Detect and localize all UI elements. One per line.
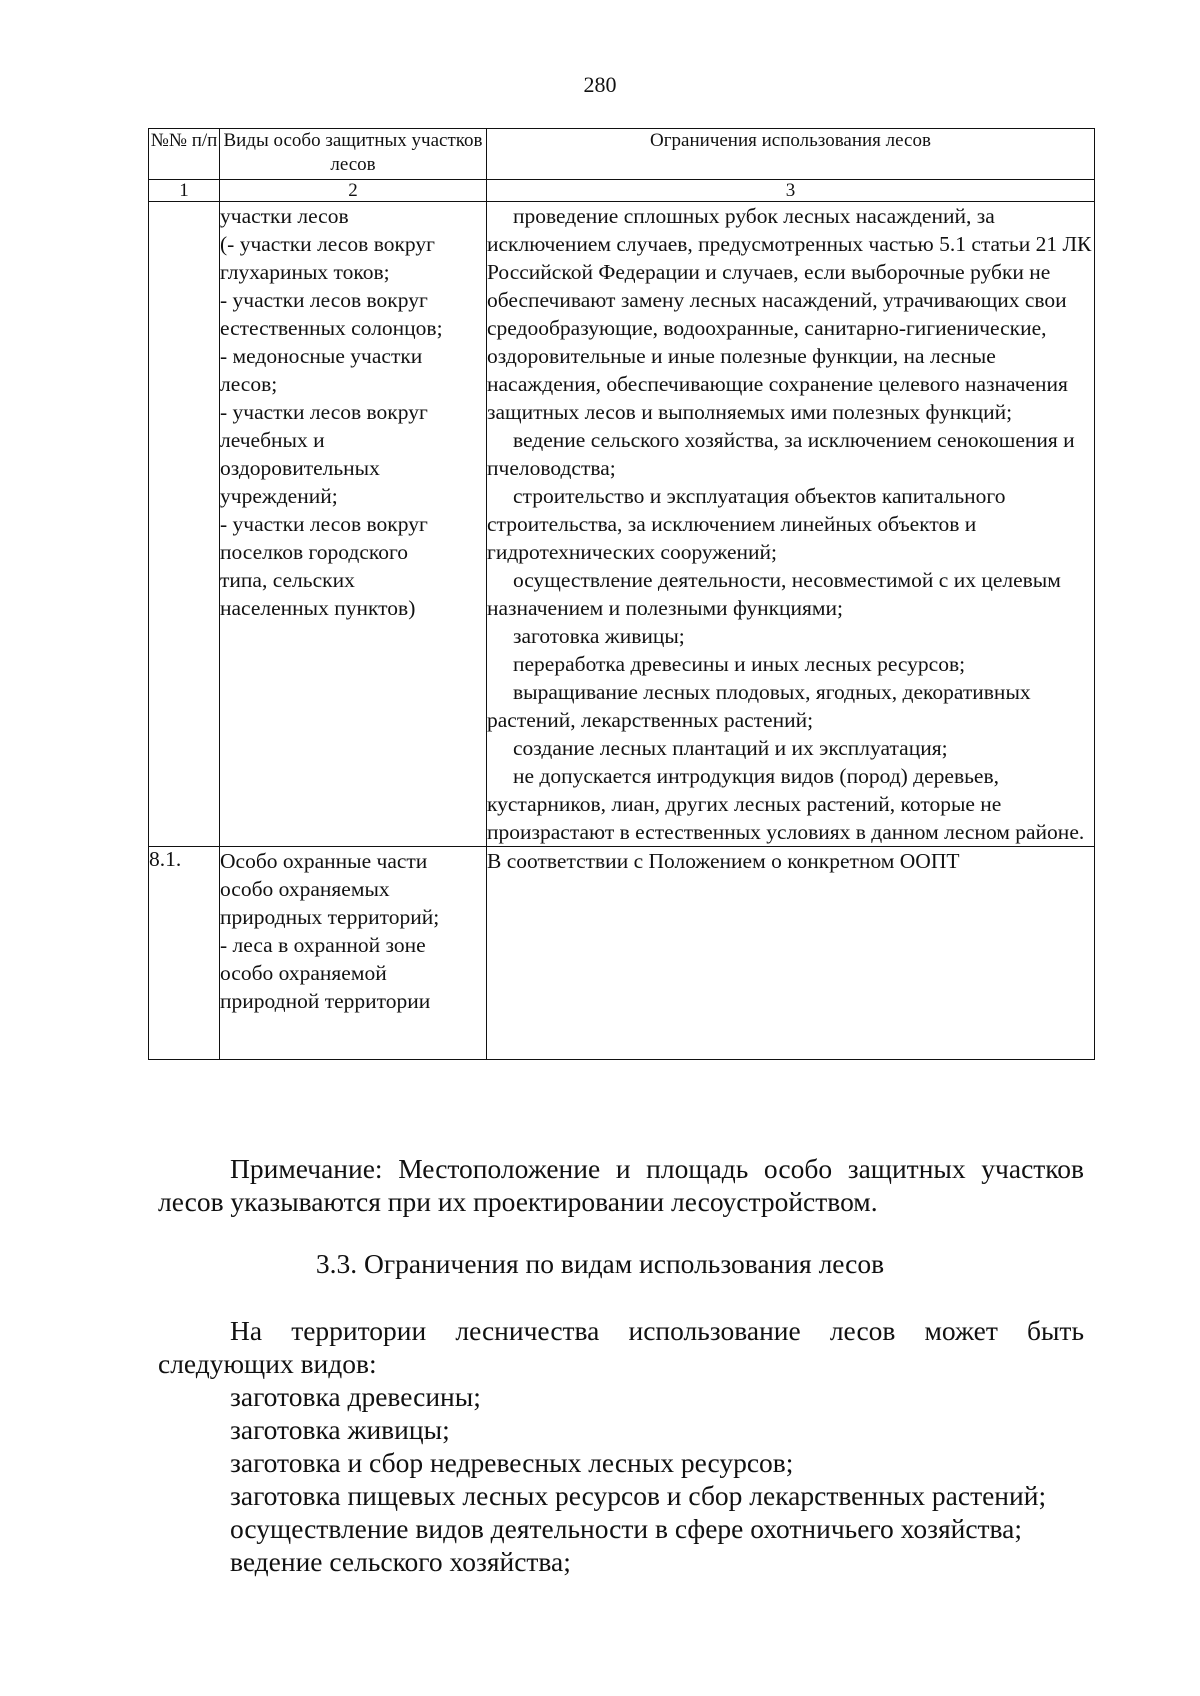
area-type-line: типа, сельских [220, 568, 355, 592]
list-item: заготовка и сбор недревесных лесных ресурсов; [230, 1447, 794, 1478]
area-type-line: - участки лесов вокруг [220, 512, 428, 536]
area-type-line: участки лесов [220, 204, 349, 228]
forest-restrictions-table [148, 128, 1095, 1060]
area-type-line: глухариных токов; [220, 260, 390, 284]
page-number: 280 [583, 72, 617, 97]
use-restrictions-cell [487, 202, 1095, 847]
area-type-line: оздоровительных [220, 456, 380, 480]
list-item: заготовка живицы; [230, 1414, 450, 1445]
area-type-line: естественных солонцов; [220, 316, 443, 340]
column-number: 3 [487, 180, 1095, 202]
area-type-line: поселков городского [220, 540, 409, 564]
table-header-row [149, 129, 1095, 180]
list-item: ведение сельского хозяйства; [230, 1546, 571, 1577]
restriction-item: строительство и эксплуатация объектов капитального строительства, за исключением линейных объектов и гидротехнических сооружений; [487, 484, 1006, 564]
area-type-line: особо охраняемой [220, 961, 387, 985]
area-type-line: - участки лесов вокруг [220, 400, 428, 424]
area-type-line: лечебных и [220, 428, 325, 452]
restriction-item: не допускается интродукция видов (пород) деревьев, кустарников, лиан, других лесных растений, которые не произрастают в естественных условиях в данном лесном районе. [487, 764, 1085, 844]
area-type-line: природной территории [220, 989, 431, 1013]
column-number-row [149, 180, 1095, 202]
header-protective-area-types: Виды особо защитных участков лесов [220, 129, 487, 180]
restriction-item: заготовка живицы; [513, 624, 685, 648]
area-type-line: населенных пунктов) [220, 596, 416, 620]
area-type-line: Особо охранные части [220, 849, 428, 873]
area-type-line: учреждений; [220, 484, 338, 508]
column-number: 1 [149, 180, 220, 202]
area-type-line: - медоносные участки [220, 344, 423, 368]
list-item: осуществление видов деятельности в сфере охотничьего хозяйства; [230, 1513, 1023, 1544]
restriction-item: осуществление деятельности, несовместимой с их целевым назначением и полезными функциями; [487, 568, 1061, 620]
area-type-line: - участки лесов вокруг [220, 288, 428, 312]
row-number [149, 202, 220, 847]
intro-paragraph: На территории лесничества использование лесов может быть следующих видов: [158, 1315, 1084, 1379]
area-type-line: лесов; [220, 372, 278, 396]
restriction-item: проведение сплошных рубок лесных насаждений, за исключением случаев, предусмотренных частью 5.1 статьи 21 ЛК Российской Федерации и случаев, если выборочные рубки не обеспечивают замену лесных насаждений, утрачивающих свои средообразующие, водоохранные, санитарно-гигиенические, оздоровительные и иные полезные функции, на лесные насаждения, обеспечивающие сохранение целевого назначения защитных лесов и выполняемых ими полезных функций; [487, 204, 1092, 424]
header-use-restrictions: Ограничения использования лесов [487, 129, 1095, 180]
area-type-line: особо охраняемых [220, 877, 390, 901]
use-restrictions-cell: В соответствии с Положением о конкретном ООПТ [487, 847, 1095, 1060]
column-number: 2 [220, 180, 487, 202]
restriction-item: ведение сельского хозяйства, за исключением сенокошения и пчеловодства; [487, 428, 1075, 480]
area-type-line: природных территорий; [220, 905, 440, 929]
area-type-line: (- участки лесов вокруг [220, 232, 435, 256]
area-type-line: - леса в охранной зоне [220, 933, 426, 957]
table-note: Примечание: Местоположение и площадь особо защитных участков лесов указываются при их проектировании лесоустройством. [158, 1153, 1084, 1217]
list-item: заготовка пищевых лесных ресурсов и сбор лекарственных растений; [230, 1480, 1047, 1511]
forest-use-types-list [230, 1380, 1090, 1578]
header-number: №№ п/п [149, 129, 220, 180]
list-item: заготовка древесины; [230, 1381, 481, 1412]
row-number: 8.1. [149, 847, 220, 1060]
restriction-item: переработка древесины и иных лесных ресурсов; [513, 652, 966, 676]
protective-area-types-cell [220, 847, 487, 1060]
table-row [149, 202, 1095, 847]
restriction-item: создание лесных плантаций и их эксплуатация; [513, 736, 948, 760]
protective-area-types-cell [220, 202, 487, 847]
section-title: 3.3. Ограничения по видам использования лесов [315, 1248, 885, 1279]
table-row [149, 847, 1095, 1060]
restriction-item: выращивание лесных плодовых, ягодных, декоративных растений, лекарственных растений; [487, 680, 1031, 732]
